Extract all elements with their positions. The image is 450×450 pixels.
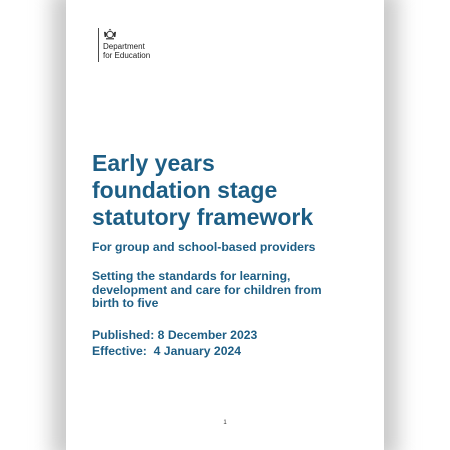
document-intro [92, 270, 372, 311]
document-title-line-3: statutory framework [92, 204, 314, 230]
logo-text-line-1: Department [103, 42, 145, 51]
document-intro-line-3: birth to five [92, 296, 159, 311]
logo-text [103, 42, 150, 60]
page-number: 1 [223, 420, 227, 426]
logo-text-line-2: for Education [103, 51, 151, 60]
document-title-line-1: Early years [92, 150, 215, 176]
department-logo [98, 28, 178, 64]
document-title-line-2: foundation stage [92, 177, 278, 203]
logo-divider [98, 28, 99, 62]
published-date: Published: 8 December 2023 [92, 328, 258, 342]
document-intro-line-1: Setting the standards for learning, [92, 269, 291, 283]
document-title [92, 150, 372, 231]
document-intro-line-2: development and care for children from [92, 282, 322, 297]
royal-coat-of-arms-icon [103, 28, 117, 40]
document-subtitle: For group and school-based providers [92, 240, 316, 254]
document-dates [92, 327, 372, 359]
effective-date: Effective: 4 January 2024 [92, 344, 242, 358]
document-page[interactable] [66, 0, 384, 450]
